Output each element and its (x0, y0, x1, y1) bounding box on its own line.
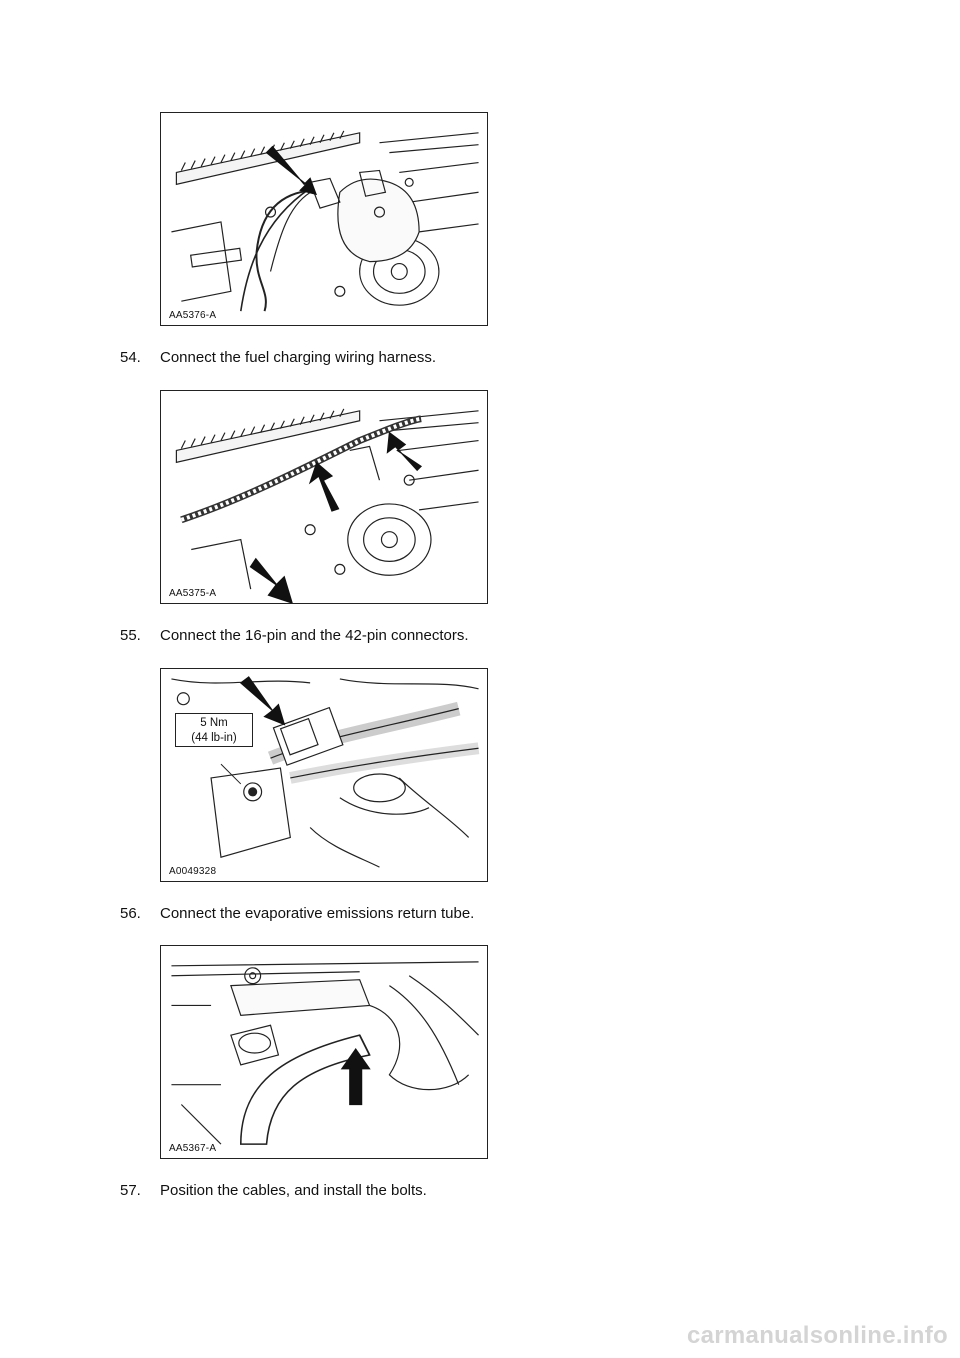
step-text: Connect the evaporative emissions return tube. (160, 905, 475, 922)
figure-code: A0049328 (169, 866, 217, 877)
step-text: Connect the fuel charging wiring harness. (160, 349, 436, 366)
illustration-return-tube (160, 945, 488, 1159)
illustration-throttle-body-harness (160, 112, 488, 326)
step-text: Position the cables, and install the bolts. (160, 1182, 427, 1199)
step-54 (120, 349, 436, 367)
torque-nm: 5 Nm (200, 717, 228, 729)
step-text: Connect the 16-pin and the 42-pin connectors. (160, 627, 469, 644)
watermark: carmanualsonline.info (686, 1322, 948, 1349)
step-number: 54. (120, 349, 141, 366)
step-number: 55. (120, 627, 141, 644)
step-number: 57. (120, 1182, 141, 1199)
torque-callout (175, 713, 253, 747)
figure-code: AA5367-A (169, 1143, 217, 1154)
step-56 (120, 905, 474, 923)
torque-lbin: (44 lb-in) (191, 732, 237, 744)
figure-code: AA5376-A (169, 310, 217, 321)
figure-code: AA5375-A (169, 588, 217, 599)
step-55 (120, 627, 469, 645)
step-57 (120, 1182, 427, 1200)
illustration-wiring-harness (160, 390, 488, 604)
step-number: 56. (120, 905, 141, 922)
illustration-connectors (160, 668, 488, 882)
